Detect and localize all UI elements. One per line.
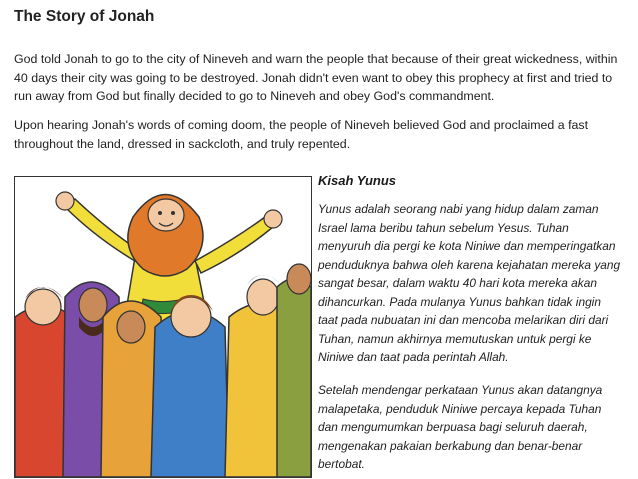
malay-paragraph-1: Yunus adalah seorang nabi yang hidup dalam zaman Israel lama beribu tahun sebelum Yesus. Tuhan menyuruh dia pergi ke kota Niniwe dan memperingatkan penduduknya bahwa oleh karena kejahatan mereka yang sangat besar, dalam waktu 40 hari kota mereka akan dihancurkan. Pada mulanya Yunus bahkan tidak ingin taat pada nubuatan ini dan mencoba melarikan diri dari Tuhan, namun akhirnya memutuskan untuk pergi ke Niniwe dan taat pada perintah Allah.: [318, 202, 621, 364]
english-paragraph-2: Upon hearing Jonah's words of coming doom, the people of Nineveh believed God and proclaimed a fast throughout the land, dressed in sackcloth, and truly repented.: [14, 118, 589, 151]
malay-paragraph-2: Setelah mendengar perkataan Yunus akan datangnya malapetaka, penduduk Niniwe percaya kepada Tuhan dan mengumumkan berpuasa bagi seluruh daerah, mengenakan pakaian berkabung dan benar-benar bertobat.: [318, 383, 603, 471]
english-paragraph-1: God told Jonah to go to the city of Nineveh and warn the people that because of their great wickedness, within 40 days their city was going to be destroyed. Jonah didn't even want to obey this prophecy at first and tried to run away from God but finally decided to go to Nineveh and obey God's commandment.: [14, 52, 618, 103]
page-title: The Story of Jonah: [14, 8, 155, 25]
jonah-preaching-illustration: [14, 176, 312, 478]
malay-title: Kisah Yunus: [318, 173, 397, 188]
